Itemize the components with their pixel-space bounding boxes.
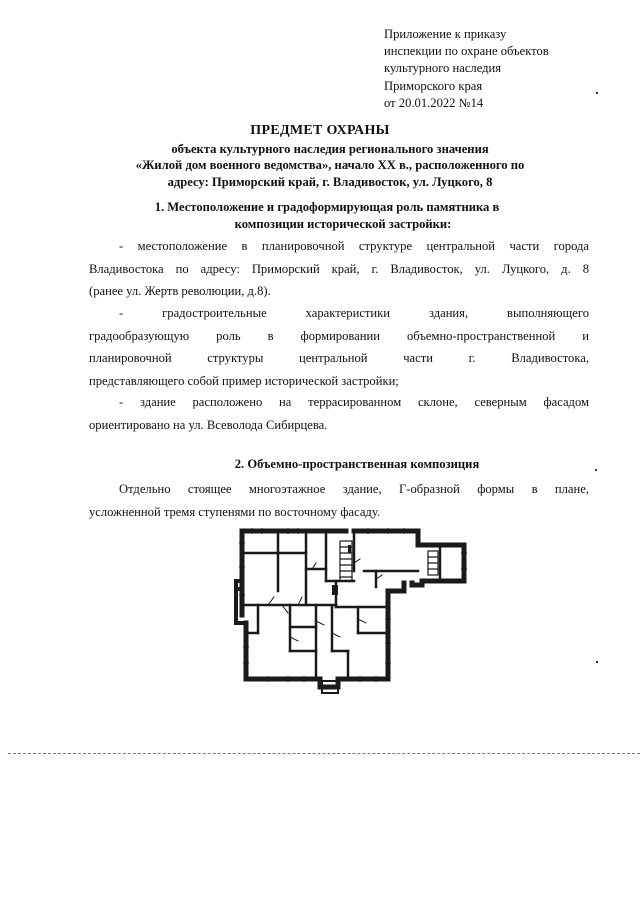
section2-paragraph bbox=[89, 478, 589, 523]
paragraph-line: Владивостока по адресу: Приморский край, г. Владивосток, ул. Луцкого, д. 8 bbox=[89, 261, 589, 276]
column-block bbox=[332, 585, 338, 595]
scan-speck bbox=[596, 661, 598, 663]
paragraph-line: - местоположение в планировочной структуре центральной части города bbox=[119, 239, 589, 253]
appendix-line: инспекции по охране объектов bbox=[384, 44, 549, 59]
paragraph-line: (ранее ул. Жертв революции, д.8). bbox=[89, 284, 271, 298]
paragraph-line: планировочной структуры центральной части г. Владивостока, bbox=[89, 351, 589, 365]
section1-heading bbox=[0, 199, 640, 233]
section1-paragraph-location bbox=[89, 235, 589, 303]
page-divider bbox=[8, 753, 640, 754]
paragraph-line: градообразующую роль в формировании объемно-пространственной и bbox=[89, 328, 589, 343]
floor-plan-drawing bbox=[228, 523, 478, 695]
paragraph-line: ориентировано на ул. Всеволода Сибирцева. bbox=[89, 417, 328, 432]
paragraph-line: - здание расположено на террасированном склоне, северным фасадом bbox=[119, 395, 589, 409]
subtitle-line: адресу: Приморский край, г. Владивосток, ул. Луцкого, 8 bbox=[167, 174, 493, 189]
section1-paragraph-slope bbox=[89, 391, 589, 436]
paragraph-line: усложненной тремя ступенями по восточному фасаду. bbox=[89, 504, 381, 519]
section1-paragraph-characteristics bbox=[89, 302, 589, 392]
section2-heading: 2. Объемно-пространственная композиция bbox=[234, 457, 480, 471]
appendix-line: Приморского края bbox=[384, 78, 483, 93]
section1-heading-line: 1. Местоположение и градоформирующая роль памятника в bbox=[154, 200, 500, 214]
subtitle-line: «Жилой дом военного ведомства», начало XX в., расположенного по bbox=[135, 158, 525, 173]
paragraph-line: - градостроительные характеристики здания, выполняющего bbox=[119, 306, 589, 320]
appendix-header bbox=[384, 26, 624, 112]
paragraph-line: Отдельно стоящее многоэтажное здание, Г-образной формы в плане, bbox=[119, 482, 589, 496]
appendix-line: от 20.01.2022 №14 bbox=[384, 95, 484, 110]
appendix-line: Приложение к приказу bbox=[384, 27, 507, 41]
section1-heading-line: композиции исторической застройки: bbox=[234, 217, 452, 231]
subtitle-line: объекта культурного наследия регионального значения bbox=[171, 142, 489, 156]
scan-speck bbox=[596, 92, 598, 94]
paragraph-line: представляющего собой пример исторической застройки; bbox=[89, 373, 399, 388]
document-title: ПРЕДМЕТ ОХРАНЫ bbox=[250, 123, 390, 138]
document-subtitle bbox=[60, 141, 600, 190]
scan-speck bbox=[595, 469, 597, 471]
appendix-line: культурного наследия bbox=[384, 61, 502, 76]
